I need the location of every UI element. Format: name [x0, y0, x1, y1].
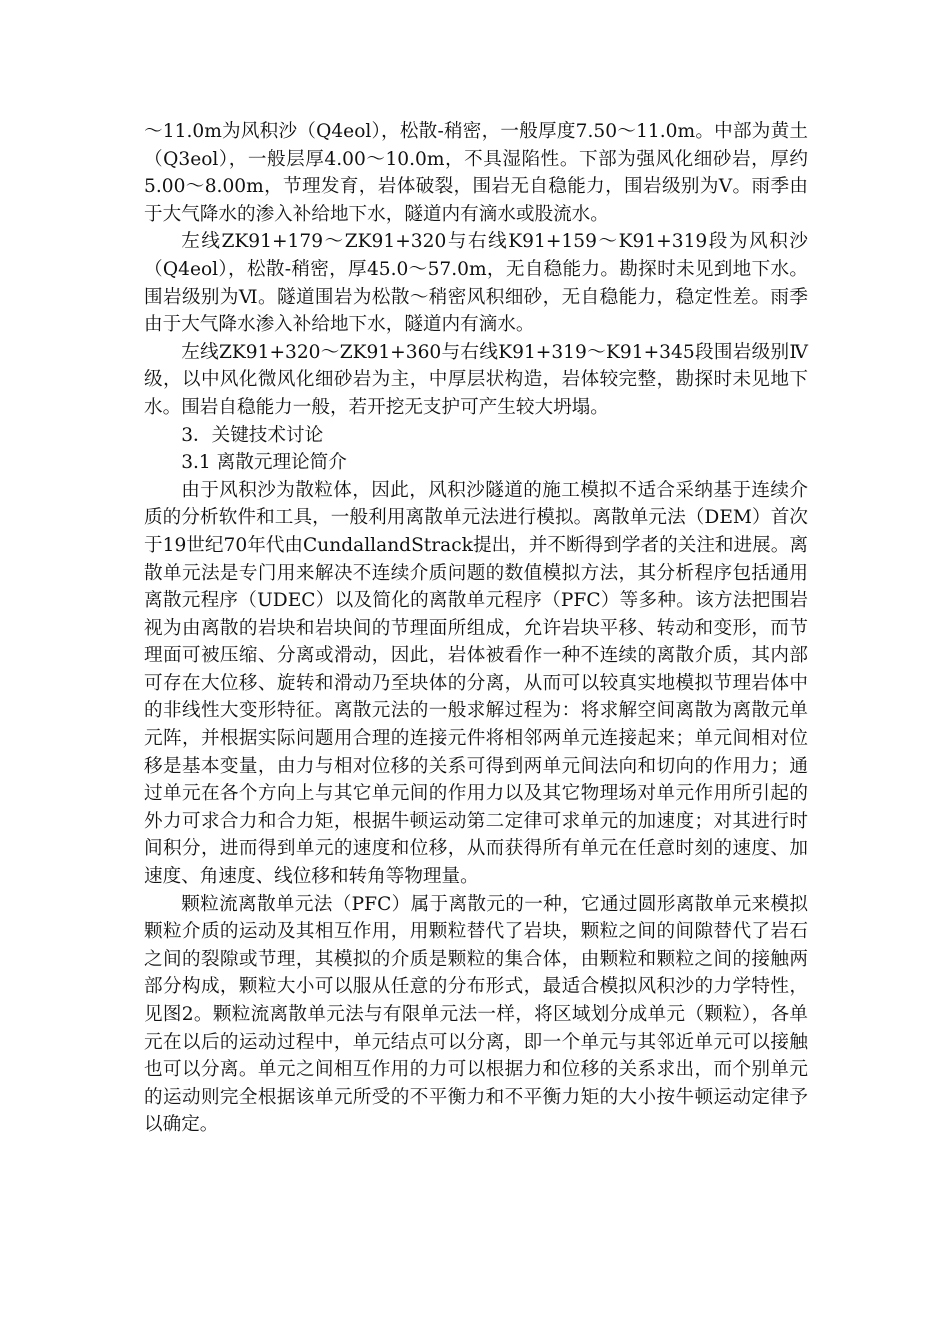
- paragraph-pfc-method: 颗粒流离散单元法（PFC）属于离散元的一种，它通过圆形离散单元来模拟颗粒介质的运动及其相互作用，用颗粒替代了岩块，颗粒之间的间隙替代了岩石之间的裂隙或节理，其模拟的介质是颗粒的集合体，由颗粒和颗粒之间的接触两部分构成，颗粒大小可以服从任意的分布形式，最适合模拟风积沙的力学特性，见图2。颗粒流离散单元法与有限单元法一样，将区域划分成单元（颗粒），各单元在以后的运动过程中，单元结点可以分离，即一个单元与其邻近单元可以接触也可以分离。单元之间相互作用的力可以根据力和位移的关系求出，而个别单元的运动则完全根据该单元所受的不平衡力和不平衡力矩的大小按牛顿运动定律予以确定。: [144, 893, 808, 1136]
- subsection-heading-discrete-element: 3.1 离散元理论简介: [181, 452, 347, 474]
- paragraph-left-line-zk91-179: 左线ZK91+179～ZK91+320与右线K91+159～K91+319段为风积沙（Q4eol），松散-稍密，厚45.0～57.0m，无自稳能力。勘探时未见到地下水。围岩级别为Ⅵ。隧道围岩为松散～稍密风积细砂，无自稳能力，稳定性差。雨季由于大气降水渗入补给地下水，隧道内有滴水。: [144, 231, 808, 336]
- document-body: [144, 118, 808, 1139]
- paragraph-dem-introduction: 由于风积沙为散粒体，因此，风积沙隧道的施工模拟不适合采纳基于连续介质的分析软件和工具，一般利用离散单元法进行模拟。离散单元法（DEM）首次于19世纪70年代由CundallandStrack提出，并不断得到学者的关注和进展。离散单元法是专门用来解决不连续介质问题的数值模拟方法，其分析程序包括通用离散元程序（UDEC）以及简化的离散单元程序（PFC）等多种。该方法把围岩视为由离散的岩块和岩块间的节理面所组成，允许岩块平移、转动和变形，而节理面可被压缩、分离或滑动，因此，岩体被看作一种不连续的离散介质，其内部可存在大位移、旋转和滑动乃至块体的分离，从而可以较真实地模拟节理岩体中的非线性大变形特征。离散元法的一般求解过程为：将求解空间离散为离散元单元阵，并根据实际问题用合理的连接元件将相邻两单元连接起来；单元间相对位移是基本变量，由力与相对位移的关系可得到两单元间法向和切向的作用力；通过单元在各个方向上与其它单元间的作用力以及其它物理场对单元作用所引起的外力可求合力和合力矩，根据牛顿运动第二定律可求单元的加速度；对其进行时间积分，进而得到单元的速度和位移，从而获得所有单元在任意时刻的速度、加速度、角速度、线位移和转角等物理量。: [144, 479, 808, 888]
- section-heading-key-technology: 3．关键技术讨论: [181, 424, 324, 446]
- paragraph-left-line-zk91-320: 左线ZK91+320～ZK91+360与右线K91+319～K91+345段围岩级别Ⅳ级，以中风化微风化细砂岩为主，中厚层状构造，岩体较完整，勘探时未见地下水。围岩自稳能力一般，若开挖无支护可产生较大坍塌。: [144, 341, 808, 418]
- paragraph-strata-continued: ～11.0m为风积沙（Q4eol），松散-稍密，一般厚度7.50～11.0m。中部为黄土（Q3eol），一般层厚4.00～10.0m，不具湿陷性。下部为强风化细砂岩，厚约5.00～8.00m，节理发育，岩体破裂，围岩无自稳能力，围岩级别为Ⅴ。雨季由于大气降水的渗入补给地下水，隧道内有滴水或股流水。: [144, 121, 808, 225]
